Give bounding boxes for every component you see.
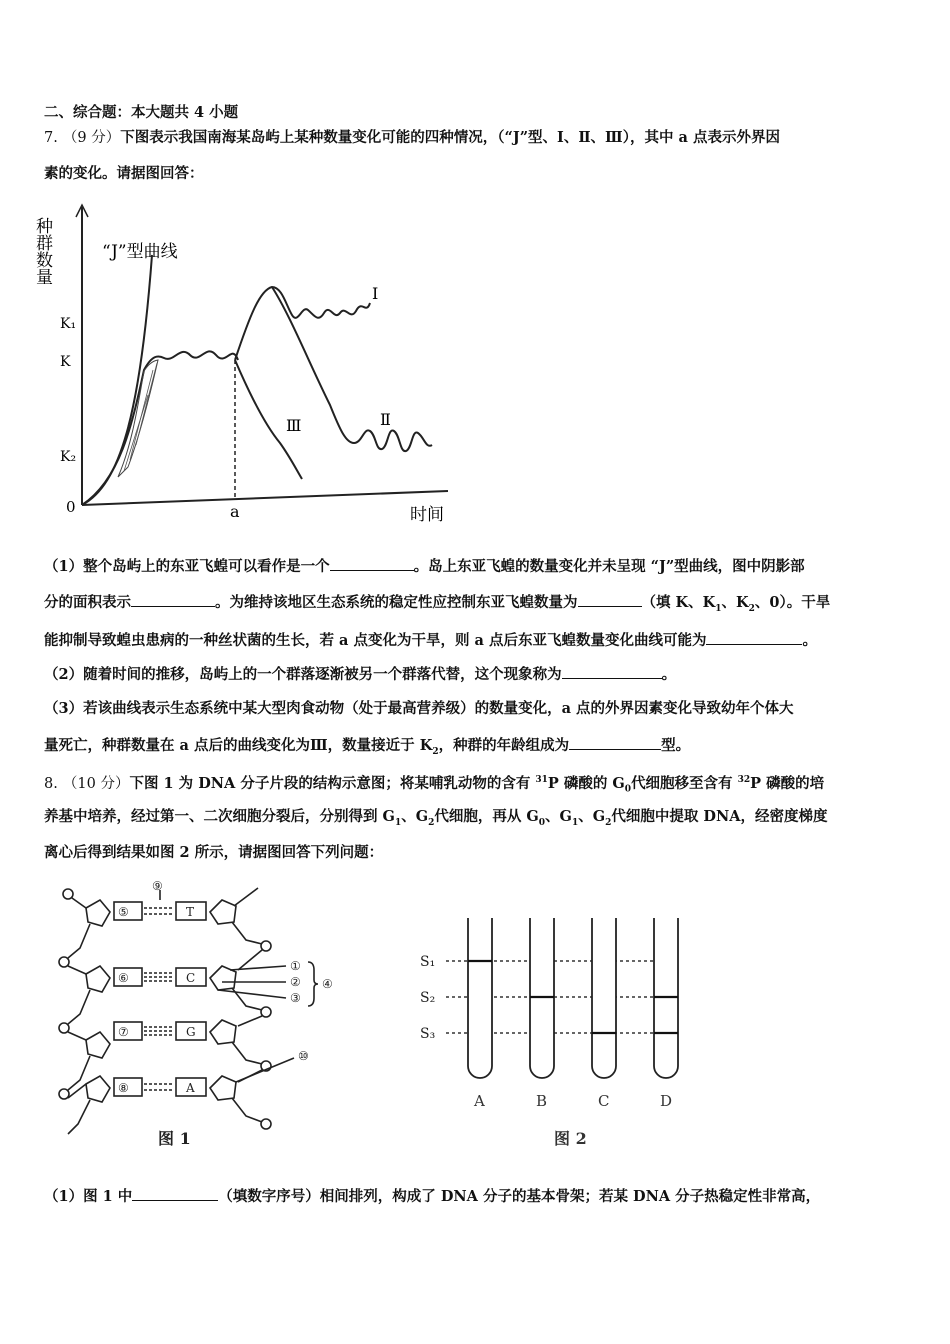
label-7: ⑦ bbox=[118, 1025, 129, 1039]
q7-p1-text-d: 。为维持该地区生态系统的稳定性应控制东亚飞蝗数量为 bbox=[215, 594, 578, 611]
q8-score: （10 分） bbox=[62, 775, 130, 792]
sub-g2: 2 bbox=[428, 817, 435, 828]
sup-31: 31 bbox=[535, 775, 548, 785]
q7-p3-line1: （3）若该曲线表示生态系统中某大型肉食动物（处于最高营养级）的数量变化，a 点的外界因素变化导致幼年个体大 bbox=[44, 700, 794, 717]
q7-p1-line1 bbox=[44, 556, 910, 577]
right-bond bbox=[234, 888, 258, 906]
q7-p1-text-e: （填 K、K bbox=[641, 594, 716, 611]
j-curve-label: “J”型曲线 bbox=[102, 242, 178, 262]
q8-stem-line1 bbox=[44, 770, 910, 800]
tube-c-label: C bbox=[598, 1092, 610, 1110]
label-10: ⑩ bbox=[298, 1049, 309, 1063]
curve-III-label: Ⅲ bbox=[286, 416, 302, 435]
q8-stem-line2 bbox=[44, 807, 910, 833]
left-bond bbox=[68, 1032, 86, 1040]
right-bond bbox=[238, 1016, 262, 1026]
base-A: A bbox=[186, 1081, 195, 1095]
q8-blank-1[interactable] bbox=[132, 1186, 218, 1201]
sub-g0-b: 0 bbox=[538, 817, 546, 828]
q8-stem-2d: 、G bbox=[545, 808, 572, 825]
q7-p2-text-a: （2）随着时间的推移，岛屿上的一个群落逐渐被另一个群落代替，这个现象称为 bbox=[44, 666, 562, 683]
q7-p1-line2 bbox=[44, 592, 910, 619]
label-2: ② bbox=[290, 975, 301, 989]
sub-g0: 0 bbox=[624, 784, 632, 795]
q8-stem-2a: 养基中培养，经过第一、二次细胞分裂后，分别得到 G bbox=[44, 808, 395, 825]
label-1: ① bbox=[290, 959, 301, 973]
q7-blank-3[interactable] bbox=[578, 592, 642, 607]
left-bond bbox=[68, 924, 90, 958]
phosphate-left bbox=[59, 957, 69, 967]
label-4: ④ bbox=[322, 977, 333, 991]
sub-k1: 1 bbox=[715, 603, 722, 614]
q7-p2-text-b: 。 bbox=[661, 666, 677, 683]
q7-blank-5[interactable] bbox=[562, 664, 662, 679]
q7-p1-text-e2: 、K bbox=[721, 594, 749, 611]
deoxyribose-right bbox=[210, 900, 236, 924]
deoxyribose-right bbox=[210, 1020, 236, 1044]
q8-stem-2c: 代细胞，再从 G bbox=[434, 808, 539, 825]
x-axis bbox=[82, 491, 448, 505]
right-bond bbox=[232, 988, 262, 1010]
phosphate-left bbox=[59, 1023, 69, 1033]
s2-label: S₂ bbox=[420, 990, 436, 1006]
base-G: G bbox=[186, 1025, 196, 1039]
tube-b-label: B bbox=[536, 1092, 548, 1110]
deoxyribose-left bbox=[86, 1076, 110, 1102]
q7-p1-text-b: 。岛上东亚飞蝗的数量变化并未呈现 “J”型曲线，图中阴影部 bbox=[413, 558, 805, 575]
q8-stem-2e: 、G bbox=[578, 808, 606, 825]
q8-p1-text-b: （填数字序号）相间排列，构成了 DNA 分子的基本骨架；若某 DNA 分子热稳定性非常高， bbox=[218, 1188, 821, 1205]
population-curve-figure bbox=[32, 195, 480, 535]
right-bond bbox=[232, 922, 262, 944]
right-bond bbox=[232, 1098, 262, 1122]
sub-k2: 2 bbox=[748, 603, 755, 614]
q7-stem-text2: 素的变化。请据图回答： bbox=[44, 165, 204, 182]
q7-number: 7. bbox=[44, 130, 58, 146]
s1-label: S₁ bbox=[420, 954, 436, 970]
right-bond bbox=[232, 1042, 262, 1064]
left-bond bbox=[72, 898, 86, 908]
leader-3 bbox=[218, 990, 286, 998]
leader-1 bbox=[230, 966, 286, 970]
q7-p2-line bbox=[44, 664, 910, 685]
q7-score: （9 分） bbox=[62, 130, 121, 146]
base-C: C bbox=[186, 971, 196, 985]
deoxyribose-left bbox=[86, 966, 110, 992]
q7-blank-4[interactable] bbox=[706, 630, 802, 645]
q7-blank-1[interactable] bbox=[330, 556, 414, 571]
tick-k1: K₁ bbox=[60, 316, 77, 332]
phosphate-right bbox=[261, 1119, 271, 1129]
tick-k: K bbox=[60, 354, 71, 370]
sub-g2-b: 2 bbox=[605, 817, 612, 828]
origin-label: 0 bbox=[66, 498, 76, 516]
q7-blank-6[interactable] bbox=[569, 735, 661, 750]
q7-p1-text-a: （1）整个岛屿上的东亚飞蝗可以看作是一个 bbox=[44, 558, 330, 575]
x-axis-label: 时间 bbox=[410, 505, 444, 525]
phosphate-left bbox=[59, 1089, 69, 1099]
section-title: 二、综合题：本大题共 4 小题 bbox=[44, 104, 239, 121]
dna-structure-figure bbox=[50, 878, 350, 1150]
label-9: ⑨ bbox=[152, 879, 163, 893]
phosphate-right bbox=[261, 1007, 271, 1017]
curve-II-label: Ⅱ bbox=[380, 410, 391, 429]
point-a-label: a bbox=[230, 502, 240, 521]
q7-p1-text-e3: 、0）。干旱 bbox=[754, 594, 831, 611]
fig2-caption: 图 2 bbox=[554, 1129, 587, 1148]
q7-stem-text1: 下图表示我国南海某岛屿上某种数量变化可能的四种情况，（“J”型、Ⅰ、Ⅱ、Ⅲ），其中 a 点表示外界因 bbox=[120, 129, 780, 146]
left-bond bbox=[68, 990, 90, 1024]
deoxyribose-left bbox=[86, 900, 110, 926]
q8-stem-2f: 代细胞中提取 DNA，经密度梯度 bbox=[611, 808, 828, 825]
q7-blank-2[interactable] bbox=[131, 592, 215, 607]
brace-4 bbox=[308, 962, 318, 1006]
q8-stem-line3: 离心后得到结果如图 2 所示，请据图回答下列问题： bbox=[44, 844, 384, 861]
label-5: ⑤ bbox=[118, 905, 129, 919]
s-curve bbox=[82, 351, 238, 505]
tube-a-label: A bbox=[474, 1092, 485, 1110]
q7-p1-text-c: 分的面积表示 bbox=[44, 594, 131, 611]
deoxyribose-right bbox=[210, 1076, 236, 1100]
sup-32: 32 bbox=[737, 775, 751, 785]
tube-c bbox=[592, 918, 616, 1078]
q8-stem-1b: P 磷酸的 G bbox=[547, 774, 625, 792]
curve-I-label: Ⅰ bbox=[372, 284, 379, 303]
y-axis-label: 种群数量 bbox=[32, 217, 52, 285]
fig1-caption: 图 1 bbox=[158, 1129, 191, 1148]
right-bond bbox=[238, 950, 262, 970]
base-T: T bbox=[186, 905, 195, 919]
left-bond bbox=[68, 1100, 90, 1134]
q8-stem-1c: 代细胞移至含有 bbox=[631, 774, 738, 792]
centrifuge-tubes-figure bbox=[410, 906, 710, 1150]
q7-p3-line2 bbox=[44, 735, 910, 762]
q8-stem-1d: P 磷酸的培 bbox=[750, 774, 825, 792]
s3-label: S₃ bbox=[420, 1026, 436, 1042]
left-bond bbox=[68, 1084, 86, 1098]
deoxyribose-left bbox=[86, 1032, 110, 1058]
q7-p1-text-g: 。 bbox=[802, 632, 817, 649]
q8-stem-1a: 下图 1 为 DNA 分子片段的结构示意图；将某哺乳动物的含有 bbox=[129, 774, 536, 792]
q7-p3-text-d: 型。 bbox=[661, 737, 691, 754]
tube-d-label: D bbox=[660, 1092, 673, 1110]
q8-number: 8. bbox=[44, 775, 58, 792]
phosphate-right bbox=[261, 941, 271, 951]
q7-p3-text-b: 量死亡，种群数量在 a 点后的曲线变化为Ⅲ，数量接近于 K bbox=[44, 737, 433, 754]
q7-p1-line3 bbox=[44, 630, 910, 651]
q8-p1-text-a: （1）图 1 中 bbox=[44, 1188, 133, 1205]
q7-p3-text-c: ，种群的年龄组成为 bbox=[438, 737, 570, 754]
sub-g1: 1 bbox=[394, 817, 402, 828]
sub-k2-b: 2 bbox=[432, 746, 439, 757]
curve-I bbox=[235, 287, 370, 360]
tick-k2: K₂ bbox=[60, 449, 77, 465]
phosphate-left bbox=[63, 889, 73, 899]
q7-p1-text-f: 能抑制导致蝗虫患病的一种丝状菌的生长，若 a 点变化为干旱，则 a 点后东亚飞蝗数量变化曲线可能为 bbox=[44, 632, 707, 649]
sub-g1-b: 1 bbox=[571, 817, 579, 828]
tube-a bbox=[468, 918, 492, 1078]
label-6: ⑥ bbox=[118, 971, 129, 985]
label-8: ⑧ bbox=[118, 1081, 129, 1095]
left-bond bbox=[68, 966, 86, 974]
label-3: ③ bbox=[290, 991, 301, 1005]
q8-stem-2b: 、G bbox=[401, 808, 429, 825]
q8-p1-line1 bbox=[44, 1186, 910, 1207]
q7-stem-line1 bbox=[44, 128, 910, 148]
